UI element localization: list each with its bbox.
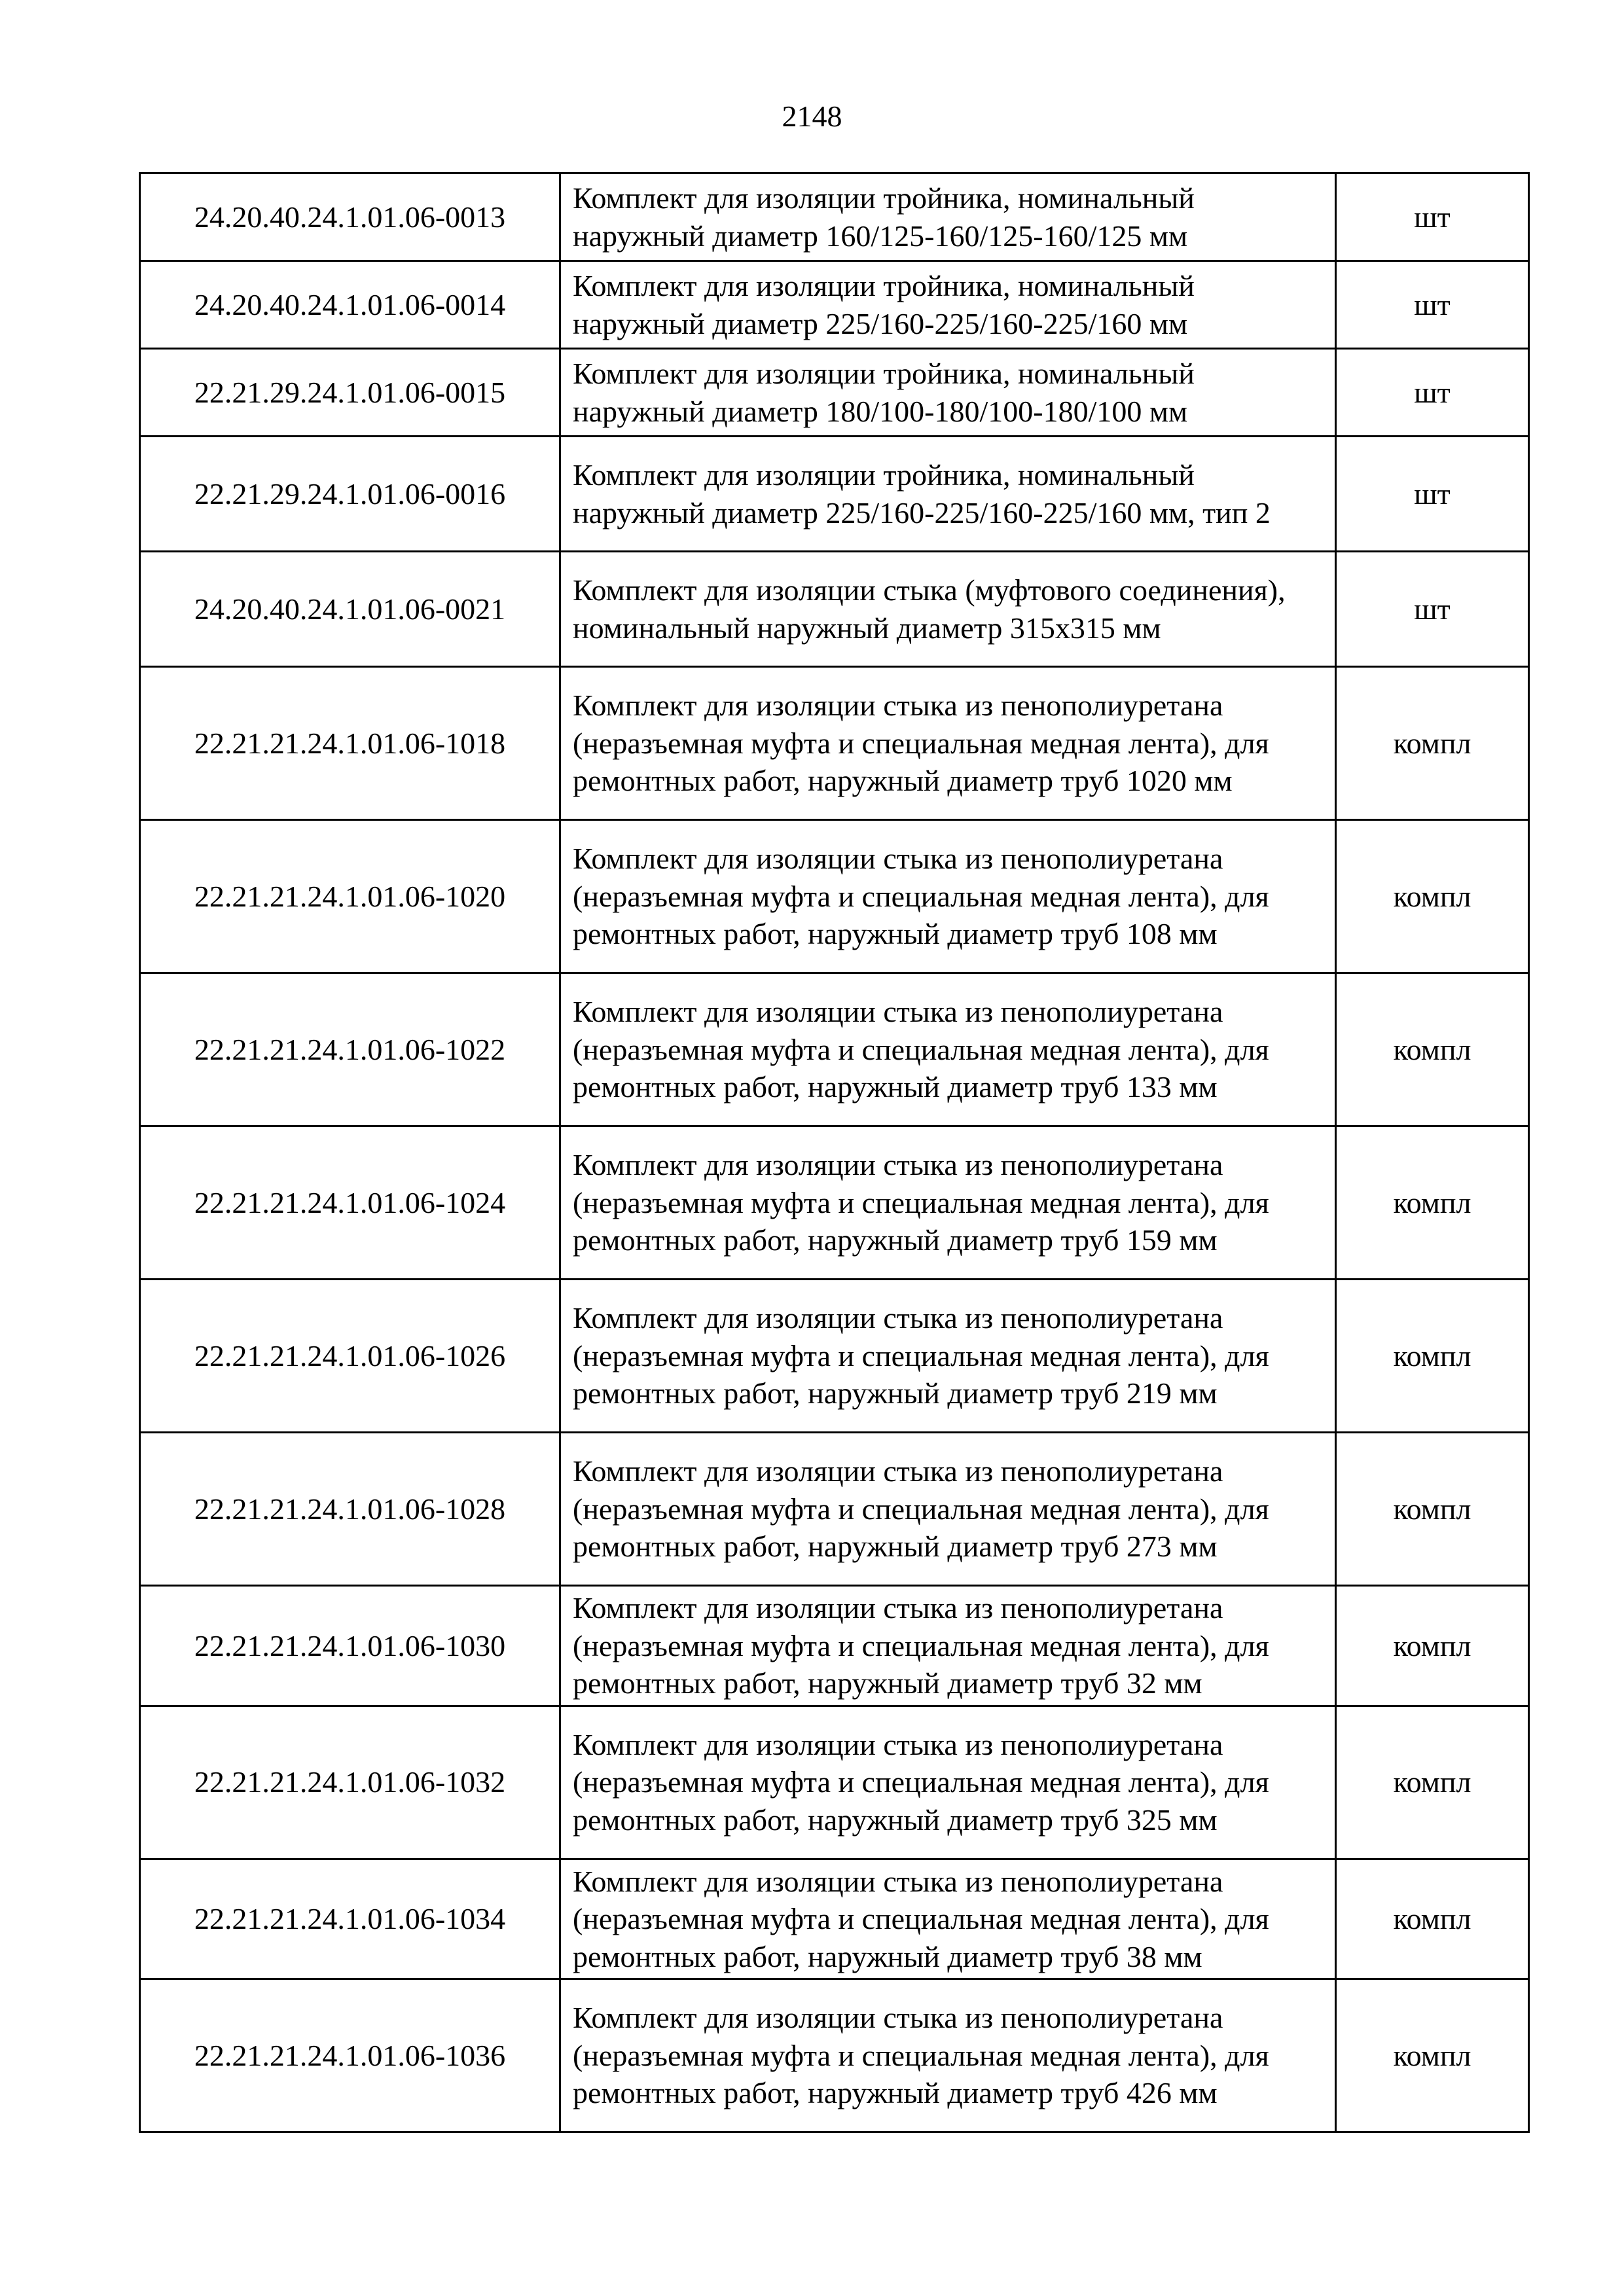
resource-code-cell: 22.21.21.24.1.01.06-1036 xyxy=(140,1979,560,2132)
resource-code-cell: 22.21.21.24.1.01.06-1020 xyxy=(140,820,560,973)
description-cell: Комплект для изоляции стыка из пенополиуретана (неразъемная муфта и специальная медная лента), для ремонтных работ, наружный диаметр труб 219 мм xyxy=(560,1280,1336,1433)
materials-table xyxy=(139,172,1530,2133)
unit-cell: шт xyxy=(1336,552,1529,667)
resource-code-cell: 22.21.21.24.1.01.06-1024 xyxy=(140,1126,560,1280)
resource-code-cell: 22.21.29.24.1.01.06-0015 xyxy=(140,349,560,437)
unit-cell: компл xyxy=(1336,1859,1529,1979)
unit-cell: компл xyxy=(1336,667,1529,820)
description-cell: Комплект для изоляции стыка из пенополиуретана (неразъемная муфта и специальная медная лента), для ремонтных работ, наружный диаметр труб 133 мм xyxy=(560,973,1336,1126)
description-cell: Комплект для изоляции стыка из пенополиуретана (неразъемная муфта и специальная медная лента), для ремонтных работ, наружный диаметр труб 159 мм xyxy=(560,1126,1336,1280)
unit-cell: компл xyxy=(1336,1586,1529,1706)
description-cell: Комплект для изоляции тройника, номинальный наружный диаметр 225/160-225/160-225/160 мм, тип 2 xyxy=(560,437,1336,552)
table-row xyxy=(140,973,1529,1126)
description-cell: Комплект для изоляции стыка из пенополиуретана (неразъемная муфта и специальная медная лента), для ремонтных работ, наружный диаметр труб 1020 мм xyxy=(560,667,1336,820)
table-row xyxy=(140,552,1529,667)
description-cell: Комплект для изоляции стыка из пенополиуретана (неразъемная муфта и специальная медная лента), для ремонтных работ, наружный диаметр труб 273 мм xyxy=(560,1433,1336,1586)
resource-code-cell: 24.20.40.24.1.01.06-0021 xyxy=(140,552,560,667)
resource-code-cell: 22.21.21.24.1.01.06-1030 xyxy=(140,1586,560,1706)
unit-cell: компл xyxy=(1336,1280,1529,1433)
description-cell: Комплект для изоляции тройника, номинальный наружный диаметр 225/160-225/160-225/160 мм xyxy=(560,261,1336,349)
table-row xyxy=(140,820,1529,973)
description-cell: Комплект для изоляции стыка из пенополиуретана (неразъемная муфта и специальная медная лента), для ремонтных работ, наружный диаметр труб 426 мм xyxy=(560,1979,1336,2132)
unit-cell: компл xyxy=(1336,820,1529,973)
resource-code-cell: 24.20.40.24.1.01.06-0013 xyxy=(140,173,560,261)
unit-cell: компл xyxy=(1336,973,1529,1126)
resource-code-cell: 22.21.21.24.1.01.06-1034 xyxy=(140,1859,560,1979)
description-cell: Комплект для изоляции стыка из пенополиуретана (неразъемная муфта и специальная медная лента), для ремонтных работ, наружный диаметр труб 32 мм xyxy=(560,1586,1336,1706)
table-row xyxy=(140,1586,1529,1706)
resource-code-cell: 22.21.21.24.1.01.06-1022 xyxy=(140,973,560,1126)
unit-cell: компл xyxy=(1336,1706,1529,1859)
materials-table-body xyxy=(140,173,1529,2132)
unit-cell: шт xyxy=(1336,349,1529,437)
resource-code-cell: 24.20.40.24.1.01.06-0014 xyxy=(140,261,560,349)
table-row xyxy=(140,1706,1529,1859)
table-row xyxy=(140,437,1529,552)
page-number: 2148 xyxy=(782,99,842,133)
unit-cell: шт xyxy=(1336,261,1529,349)
description-cell: Комплект для изоляции стыка из пенополиуретана (неразъемная муфта и специальная медная лента), для ремонтных работ, наружный диаметр труб 325 мм xyxy=(560,1706,1336,1859)
unit-cell: компл xyxy=(1336,1433,1529,1586)
description-cell: Комплект для изоляции стыка (муфтового соединения), номинальный наружный диаметр 315x315 мм xyxy=(560,552,1336,667)
table-row xyxy=(140,1433,1529,1586)
description-cell: Комплект для изоляции стыка из пенополиуретана (неразъемная муфта и специальная медная лента), для ремонтных работ, наружный диаметр труб 108 мм xyxy=(560,820,1336,973)
resource-code-cell: 22.21.21.24.1.01.06-1026 xyxy=(140,1280,560,1433)
table-row xyxy=(140,1126,1529,1280)
table-row xyxy=(140,1859,1529,1979)
table-row xyxy=(140,261,1529,349)
description-cell: Комплект для изоляции стыка из пенополиуретана (неразъемная муфта и специальная медная лента), для ремонтных работ, наружный диаметр труб 38 мм xyxy=(560,1859,1336,1979)
table-row xyxy=(140,667,1529,820)
unit-cell: шт xyxy=(1336,173,1529,261)
description-cell: Комплект для изоляции тройника, номинальный наружный диаметр 160/125-160/125-160/125 мм xyxy=(560,173,1336,261)
unit-cell: компл xyxy=(1336,1979,1529,2132)
table-row xyxy=(140,349,1529,437)
description-cell: Комплект для изоляции тройника, номинальный наружный диаметр 180/100-180/100-180/100 мм xyxy=(560,349,1336,437)
table-row xyxy=(140,173,1529,261)
unit-cell: компл xyxy=(1336,1126,1529,1280)
resource-code-cell: 22.21.29.24.1.01.06-0016 xyxy=(140,437,560,552)
resource-code-cell: 22.21.21.24.1.01.06-1032 xyxy=(140,1706,560,1859)
resource-code-cell: 22.21.21.24.1.01.06-1018 xyxy=(140,667,560,820)
table-row xyxy=(140,1280,1529,1433)
table-row xyxy=(140,1979,1529,2132)
unit-cell: шт xyxy=(1336,437,1529,552)
resource-code-cell: 22.21.21.24.1.01.06-1028 xyxy=(140,1433,560,1586)
